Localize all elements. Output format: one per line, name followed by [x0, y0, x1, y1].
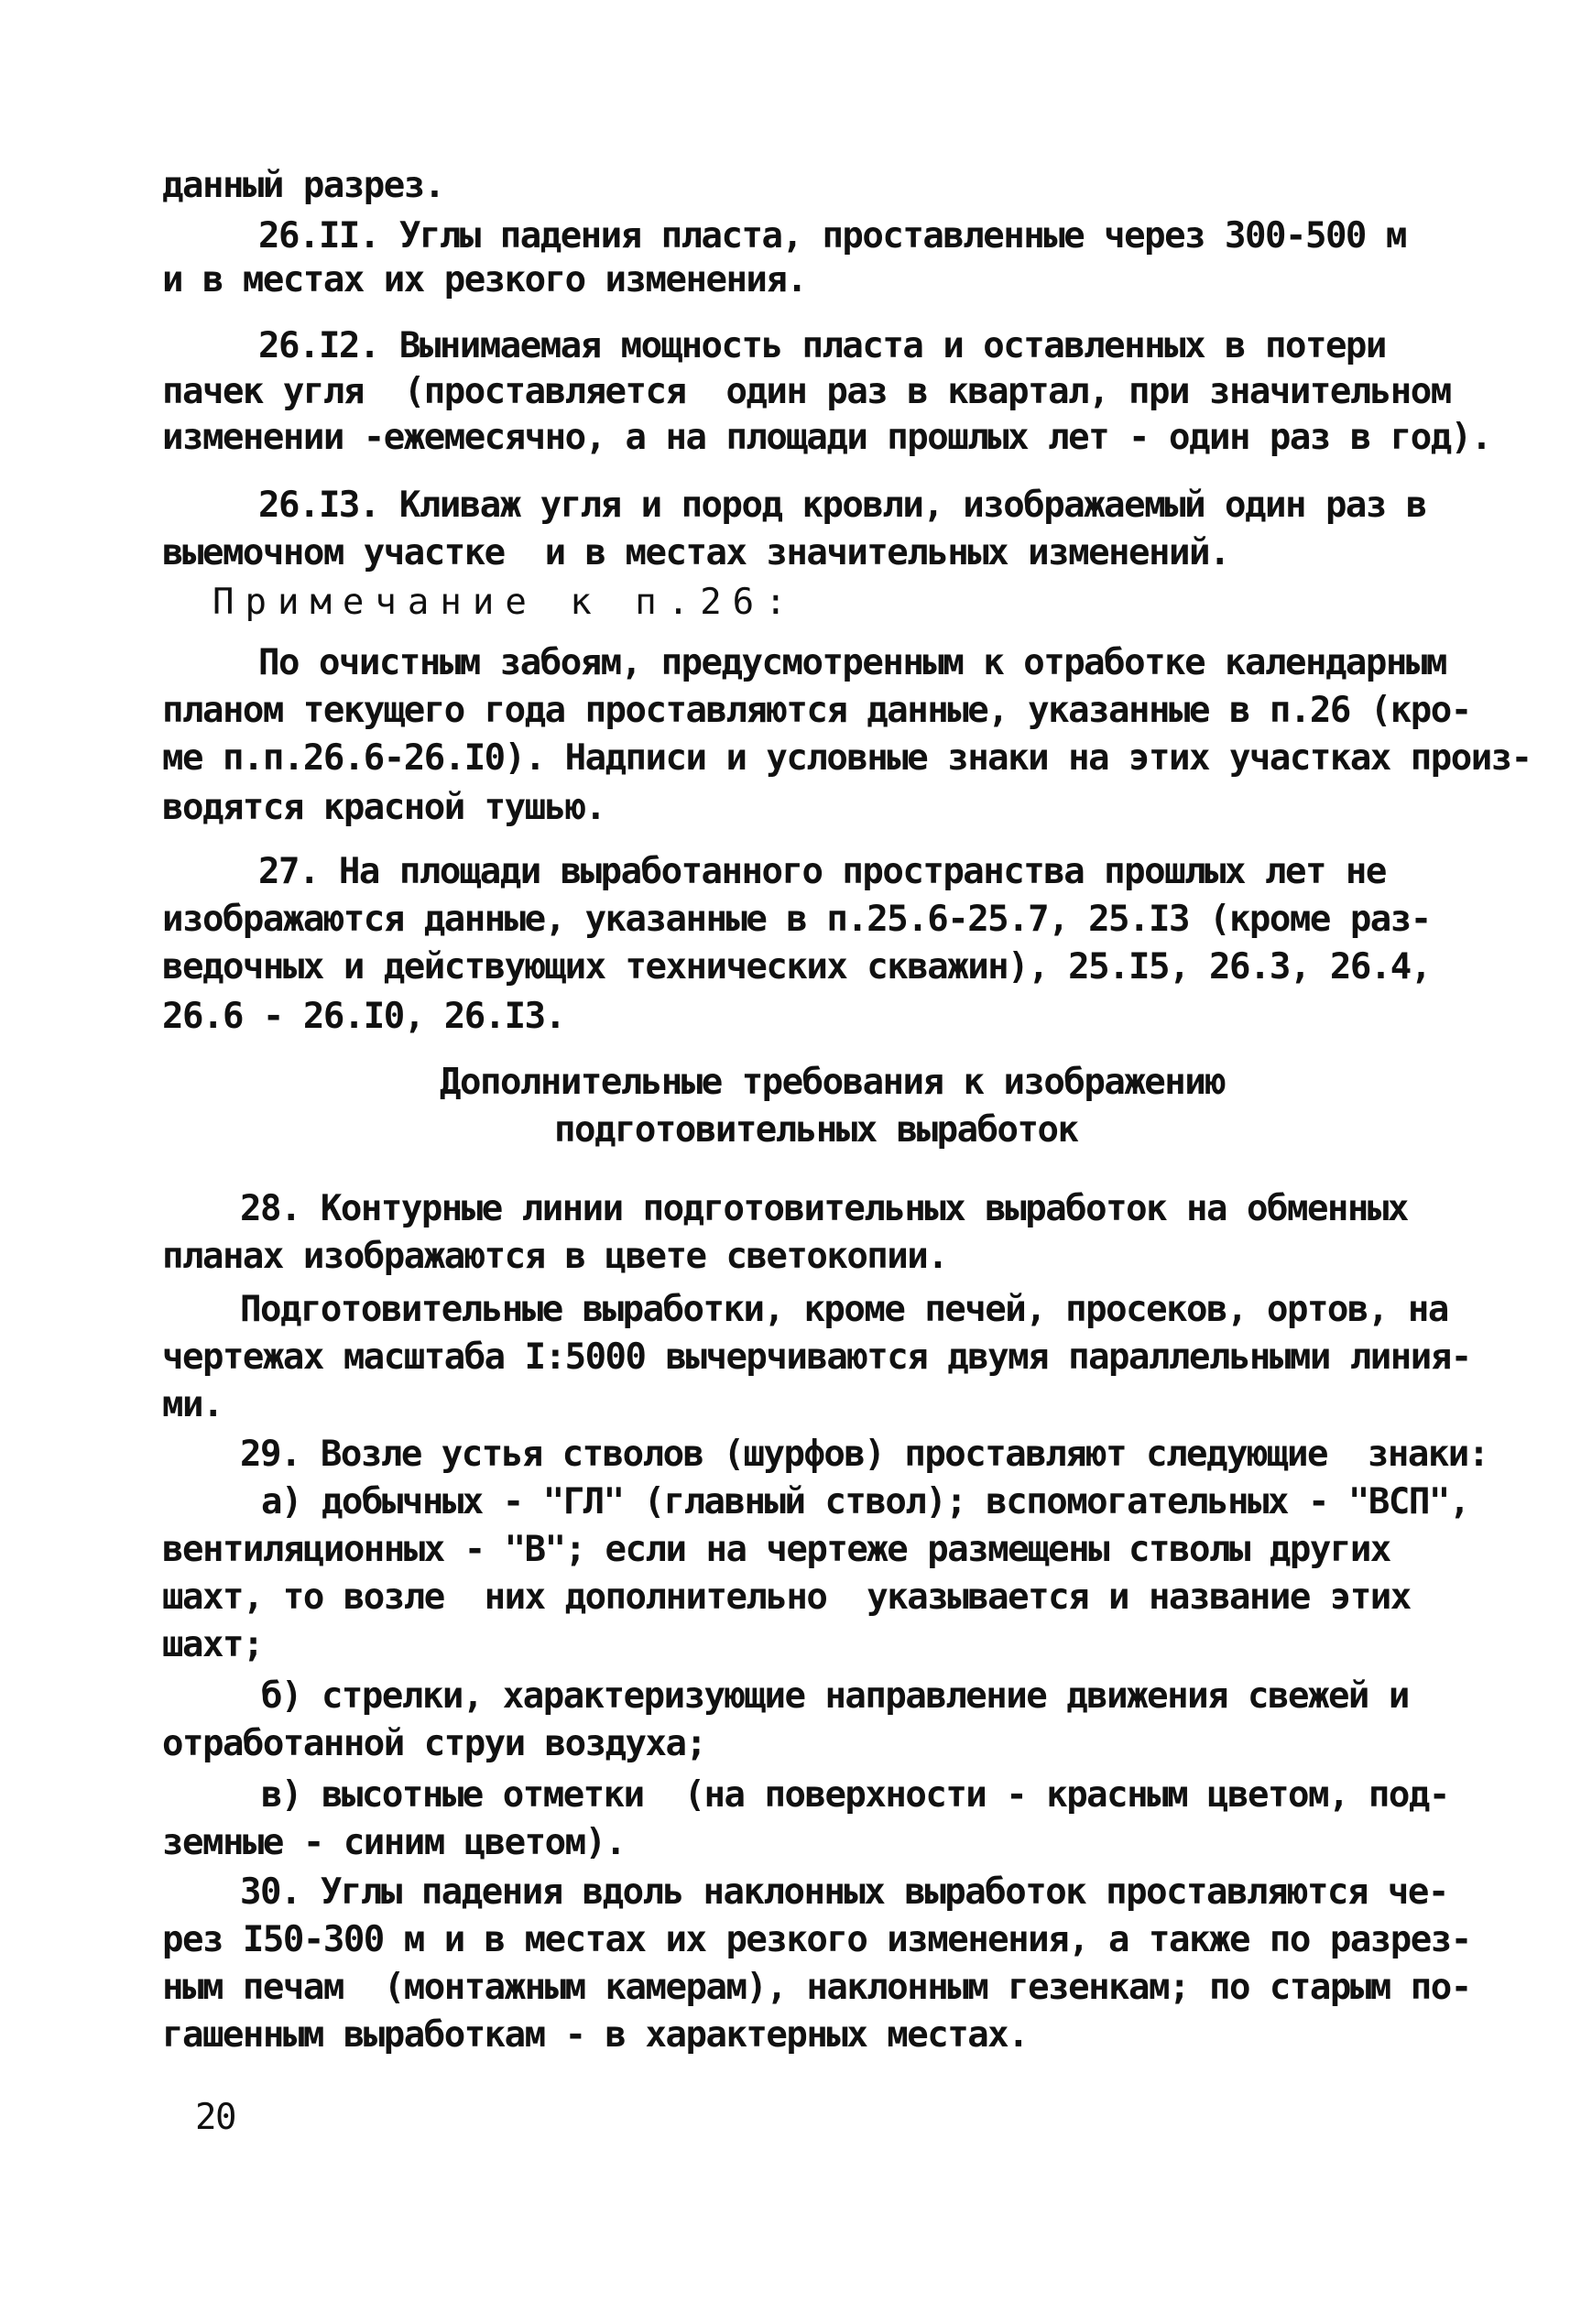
text-line: пачек угля (проставляется один раз в квартал, при значительном	[162, 371, 1451, 412]
text-line: планом текущего года проставляются данные, указанные в п.26 (кро-	[162, 690, 1471, 731]
text-line: отработанной струи воздуха;	[162, 1723, 706, 1764]
text-line: данный разрез.	[162, 165, 444, 206]
text-line: б) стрелки, характеризующие направление движения свежей и	[261, 1675, 1409, 1717]
section-heading: подготовительных выработок	[554, 1109, 1078, 1151]
text-line: рез I50-300 м и в местах их резкого изменения, а также по разрез-	[162, 1919, 1471, 1960]
text-line: ми.	[162, 1384, 223, 1425]
text-line: 27. На площади выработанного пространства прошлых лет не	[258, 851, 1386, 892]
text-line: 26.6 - 26.I0, 26.I3.	[162, 996, 565, 1037]
text-line: изображаются данные, указанные в п.25.6-25.7, 25.I3 (кроме раз-	[162, 899, 1431, 940]
text-line: ведочных и действующих технических скважин), 25.I5, 26.3, 26.4,	[162, 946, 1431, 987]
text-line: планах изображаются в цвете светокопии.	[162, 1236, 948, 1277]
text-line: ным печам (монтажным камерам), наклонным гезенкам; по старым по-	[162, 1967, 1471, 2008]
text-line: 26.II. Углы падения пласта, проставленные через 300-500 м	[258, 215, 1406, 256]
text-line: земные - синим цветом).	[162, 1822, 626, 1863]
text-line: чертежах масштаба I:5000 вычерчиваются двумя параллельными линия-	[162, 1337, 1471, 1378]
note-heading: Примечание к п.26:	[213, 582, 798, 623]
page-number: 20	[195, 2097, 235, 2138]
text-line: водятся красной тушью.	[162, 787, 605, 828]
text-line: и в местах их резкого изменения.	[162, 259, 807, 300]
text-line: 30. Углы падения вдоль наклонных выработок проставляются че-	[240, 1871, 1448, 1913]
text-line: шахт, то возле них дополнительно указывается и название этих	[162, 1577, 1411, 1618]
text-line: а) добычных - "ГЛ" (главный ствол); вспомогательных - "ВСП",	[261, 1481, 1469, 1522]
section-heading: Дополнительные требования к изображению	[440, 1062, 1226, 1103]
text-line: 29. Возле устья стволов (шурфов) проставляют следующие знаки:	[240, 1434, 1488, 1475]
text-line: 26.I3. Кливаж угля и пород кровли, изображаемый один раз в	[258, 485, 1426, 526]
text-line: вентиляционных - "В"; если на чертеже размещены стволы других	[162, 1529, 1390, 1570]
text-line: 28. Контурные линии подготовительных выработок на обменных	[240, 1188, 1408, 1229]
text-line: изменении -ежемесячно, а на площади прошлых лет - один раз в год).	[162, 417, 1491, 458]
text-line: Подготовительные выработки, кроме печей, просеков, ортов, на	[240, 1289, 1448, 1330]
text-line: шахт;	[162, 1624, 263, 1665]
text-line: гашенным выработкам - в характерных местах.	[162, 2014, 1029, 2056]
text-line: По очистным забоям, предусмотренным к отработке календарным	[258, 642, 1446, 683]
text-line: ме п.п.26.6-26.I0). Надписи и условные знаки на этих участках произ-	[162, 737, 1532, 779]
text-line: выемочном участке и в местах значительных изменений.	[162, 532, 1229, 573]
text-line: 26.I2. Вынимаемая мощность пласта и оставленных в потери	[258, 325, 1386, 366]
text-line: в) высотные отметки (на поверхности - красным цветом, под-	[261, 1774, 1449, 1816]
